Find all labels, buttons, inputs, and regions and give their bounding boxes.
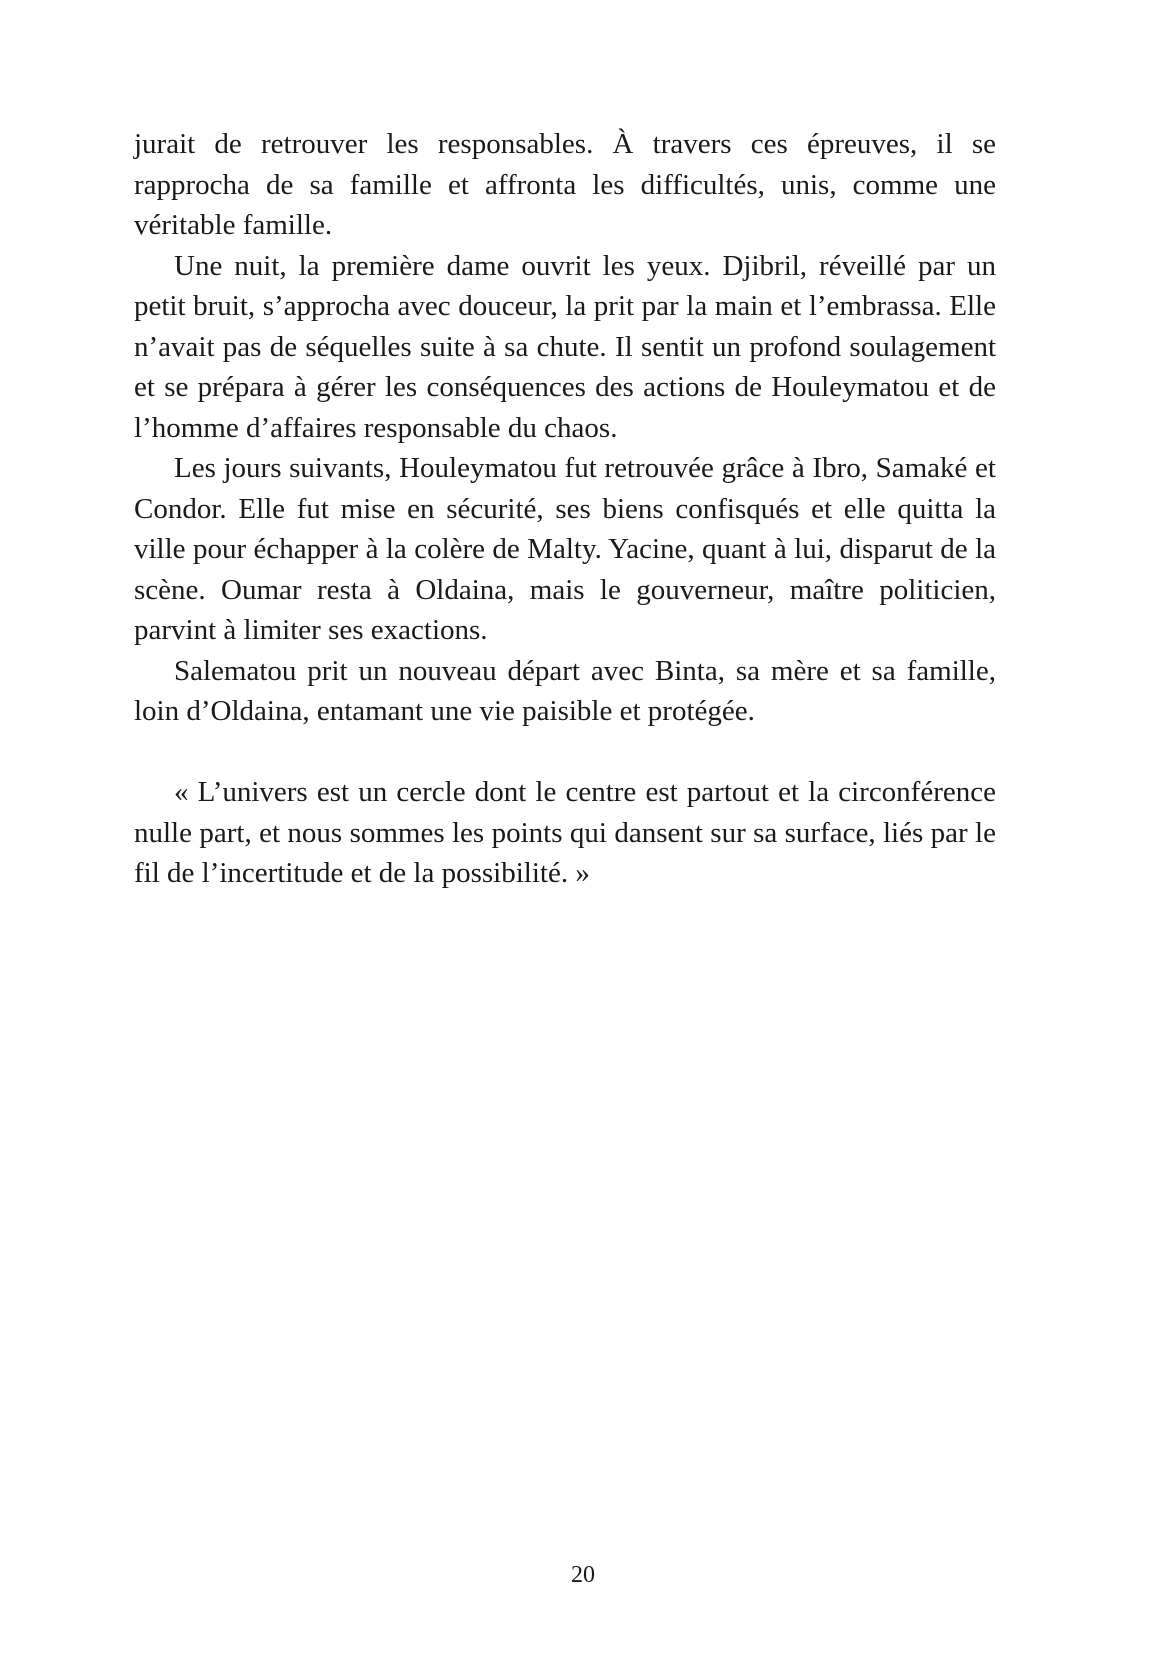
- page-number: 20: [571, 1562, 595, 1588]
- closing-quote: « L’univers est un cercle dont le centre est partout et la circonférence nulle part, et nous sommes les points qui dansent sur sa surface, liés par le fil de l’incertitude et de la possibilité. »: [134, 776, 996, 889]
- paragraph-salematou: Salematou prit un nouveau départ avec Binta, sa mère et sa famille, loin d’Oldaina, entamant une vie paisible et protégée.: [134, 654, 996, 727]
- paragraph-following-days: Les jours suivants, Houleymatou fut retrouvée grâce à Ibro, Samaké et Condor. Elle fut mise en sécurité, ses biens confisqués et elle quitta la ville pour échapper à la colère de Malty. Yacine, quant à lui, disparut de la scène. Oumar resta à Oldaina, mais le gouverneur, maître politicien, parvint à limiter ses exactions.: [134, 452, 996, 646]
- paragraph-continuation: jurait de retrouver les responsables. À travers ces épreuves, il se rapprocha de sa famille et affronta les difficultés, unis, comme une véritable famille.: [134, 128, 996, 241]
- text-block: [134, 124, 996, 894]
- paragraph-first-lady-awakens: Une nuit, la première dame ouvrit les yeux. Djibril, réveillé par un petit bruit, s’approcha avec douceur, la prit par la main et l’embrassa. Elle n’avait pas de séquelles suite à sa chute. Il sentit un profond soulagement et se prépara à gérer les conséquences des actions de Houleymatou et de l’homme d’affaires responsable du chaos.: [134, 249, 996, 444]
